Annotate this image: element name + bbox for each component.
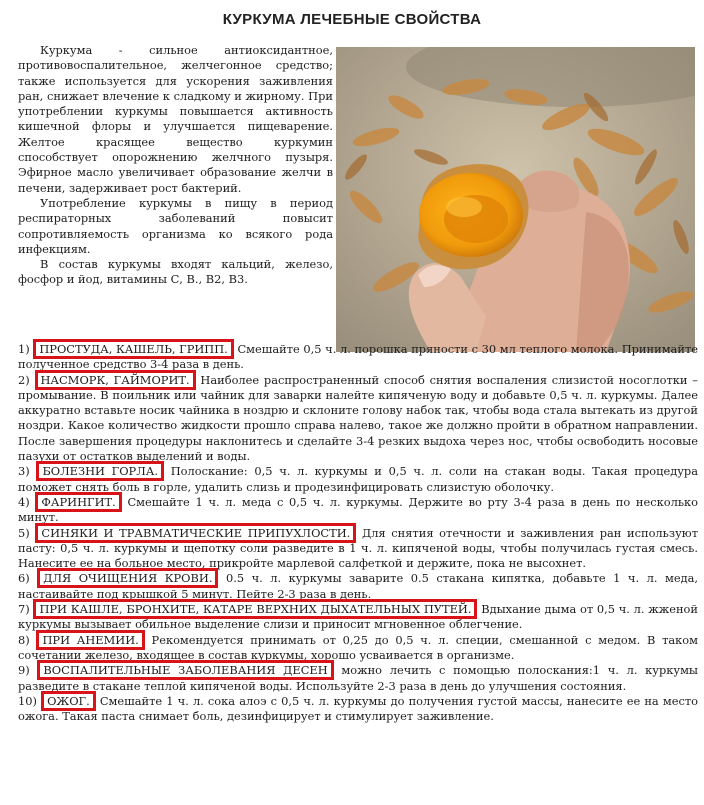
item-number: 4) [18, 494, 30, 509]
item-text: Смешайте 1 ч. л. меда с 0,5 ч. л. куркумы. Держите во рту 3-4 раза в день по несколько минут. [18, 494, 699, 525]
remedies-list [18, 342, 698, 724]
item-text: Вдыхание дыма от 0,5 ч. л. жженой куркумы вызывает обильное выделение слизи и приносит мгновенное облегчение. [18, 602, 698, 632]
item-heading: ДЛЯ ОЧИЩЕНИЯ КРОВИ. [37, 568, 218, 588]
item-heading: ОЖОГ. [41, 691, 96, 711]
item-number: 8) [18, 632, 30, 647]
intro-text [18, 43, 333, 288]
item-text: Полоскание: 0,5 ч. л. куркумы и 0,5 ч. л. соли на стакан воды. Такая процедура поможет снять боль в горле, удалить слизь и продезинфицировать слизистую оболочку. [18, 464, 699, 494]
item-text: Наиболее распространенный способ снятия воспаления слизистой носоглотки – промывание. В поильник или чайник для заварки налейте кипяченую воду и добавьте 0,5 ч. л. куркумы. Далее аккуратно вставьте носик чайника в ноздрю и склоните голову набок так, чтобы вода стала вытекать из другой ноздри. Какое количество жидкости прошло справа налево, такое же должно пройти в обратном направлении. После завершения процедуры наклонитесь и сделайте 3-4 резких выдоха через нос, чтобы освободить носовые пазухи от остатков выделений и воды. [18, 372, 698, 464]
item-text: Смешайте 1 ч. л. сока алоэ с 0,5 ч. л. куркумы до получения густой массы, нанесите ее на место ожога. Такая паста снимает боль, дезинфицирует и стимулирует заживление. [18, 693, 698, 724]
list-item [18, 663, 698, 694]
item-heading: СИНЯКИ И ТРАВМАТИЧЕСКИЕ ПРИПУХЛОСТИ. [35, 523, 356, 543]
list-item [18, 602, 698, 633]
item-text: Для снятия отечности и заживления ран используют пасту: 0,5 ч. л. куркумы и щепотку соли разведите в 1 ч. л. кипяченой воды, чтобы получилась густая смесь. Нанесите ее на больное место, прикройте марлевой салфеткой и держите, пока не высохнет. [18, 525, 699, 571]
intro-paragraph: Куркума - сильное антиоксидантное, противовоспалительное, желчегонное средство; также используется для ускорения заживления ран, снижает влечение к сладкому и жирному. При употреблении куркумы повышается активность кишечной флоры и улучшается пищеварение. Желтое красящее вещество куркумин способствует опорожнению желчного пузыря. Эфирное масло увеличивает образование желчи в печени, задерживает рост бактерий. [18, 43, 333, 195]
item-heading: ФАРИНГИТ. [35, 492, 121, 512]
intro-paragraph: В состав куркумы входят кальций, железо, фосфор и йод, витамины С, В., В2, В3. [18, 257, 333, 287]
list-item [18, 571, 698, 602]
item-heading: ПРИ АНЕМИИ. [36, 630, 144, 650]
item-number: 1) [18, 342, 30, 356]
list-item [18, 373, 698, 465]
item-number: 6) [18, 571, 30, 586]
item-text: можно лечить с помощью полоскания:1 ч. л. куркумы разведите в стакане теплой кипяченой воды. Используйте 2-3 раза в день до улучшения состояния. [18, 663, 699, 693]
intro-paragraph: Употребление куркумы в пищу в период респираторных заболеваний повысит сопротивляемость организма ко всякого рода инфекциям. [18, 195, 333, 256]
item-number: 2) [18, 372, 30, 387]
item-heading: БОЛЕЗНИ ГОРЛА. [36, 461, 164, 481]
list-item [18, 342, 698, 373]
item-text: Смешайте 0,5 ч. л. порошка пряности с 30 мл теплого молока. Принимайте полученное средство 3-4 раза в день. [18, 342, 698, 372]
list-item [18, 464, 698, 495]
item-heading: ВОСПАЛИТЕЛЬНЫЕ ЗАБОЛЕВАНИЯ ДЕСЕН [37, 660, 333, 680]
list-item [18, 495, 698, 526]
item-number: 3) [18, 464, 30, 479]
item-text: Рекомендуется принимать от 0,25 до 0,5 ч. л. специи, смешанной с медом. В таком сочетании железо, входящее в состав куркумы, хорошо усваивается в организме. [18, 632, 699, 662]
turmeric-photo [336, 47, 695, 352]
item-heading: ПРОСТУДА, КАШЕЛЬ, ГРИПП. [33, 339, 233, 359]
page-title: КУРКУМА ЛЕЧЕБНЫЕ СВОЙСТВА [222, 11, 482, 28]
item-heading: ПРИ КАШЛЕ, БРОНХИТЕ, КАТАРЕ ВЕРХНИХ ДЫХАТЕЛЬНЫХ ПУТЕЙ. [33, 599, 477, 619]
item-text: 0.5 ч. л. куркумы заварите 0.5 стакана кипятка, добавьте 1 ч. л. меда, настаивайте под крышкой 5 минут. Пейте 2-3 раза в день. [18, 571, 699, 601]
item-number: 9) [18, 663, 30, 678]
turmeric-photo-illustration [336, 47, 695, 352]
list-item [18, 694, 698, 725]
item-heading: НАСМОРК, ГАЙМОРИТ. [35, 370, 196, 390]
item-number: 10) [18, 693, 37, 708]
list-item [18, 633, 698, 664]
item-number: 5) [18, 525, 30, 540]
list-item [18, 526, 698, 572]
item-number: 7) [18, 602, 30, 617]
